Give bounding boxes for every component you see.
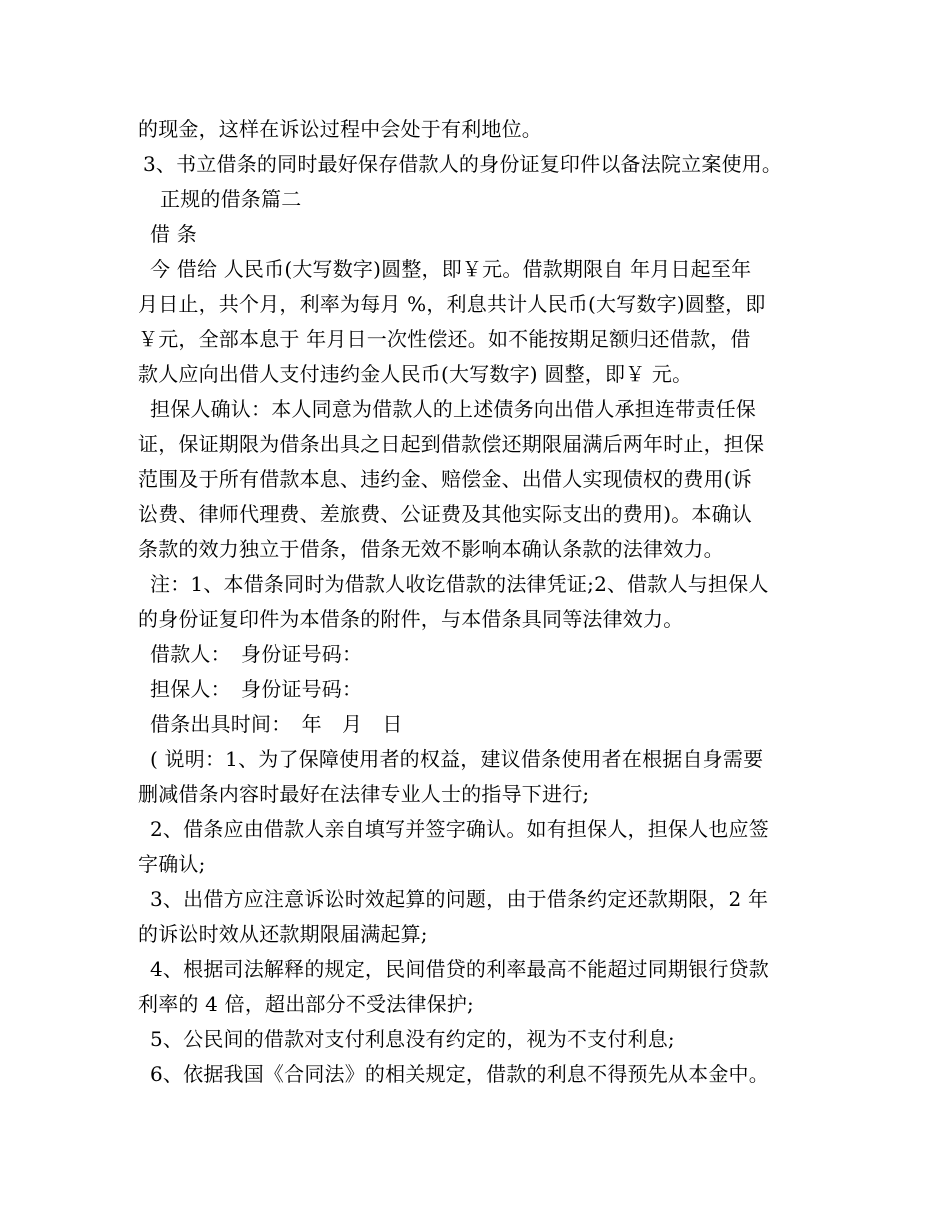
paragraph-line: 3、出借方应注意诉讼时效起算的问题，由于借条约定还款期限，2 年 (150, 887, 769, 911)
section-heading: 正规的借条篇二 (160, 187, 302, 211)
paragraph-line: 5、公民间的借款对支付利息没有约定的，视为不支付利息; (150, 1027, 675, 1051)
document-title: 借 条 (150, 222, 197, 246)
paragraph-line: 注：1、本借条同时为借款人收讫借款的法律凭证;2、借款人与担保人 (150, 572, 769, 596)
paragraph-line: 的诉讼时效从还款期限届满起算; (138, 922, 428, 946)
paragraph-line: 2、借条应由借款人亲自填写并签字确认。如有担保人，担保人也应签 (150, 817, 769, 841)
paragraph-line: 利率的 4 倍，超出部分不受法律保护; (138, 992, 474, 1016)
paragraph-line: 款人应向出借人支付违约金人民币(大写数字) 圆整，即￥ 元。 (138, 362, 693, 386)
paragraph-line: 条款的效力独立于借条，借条无效不影响本确认条款的法律效力。 (138, 537, 724, 561)
paragraph-line: 的身份证复印件为本借条的附件，与本借条具同等法律效力。 (138, 607, 684, 631)
paragraph-line: 担保人确认：本人同意为借款人的上述债务向出借人承担连带责任保 (150, 397, 756, 421)
paragraph-line: 的现金，这样在诉讼过程中会处于有利地位。 (138, 117, 542, 141)
paragraph-line: 4、根据司法解释的规定，民间借贷的利率最高不能超过同期银行贷款 (150, 957, 769, 981)
paragraph-line: 今 借给 人民币(大写数字)圆整，即￥元。借款期限自 年月日起至年 (150, 257, 752, 281)
paragraph-line: 字确认; (138, 852, 206, 876)
signature-field-borrower: 借款人： 身份证号码： (150, 642, 363, 666)
paragraph-line: 月日止，共个月，利率为每月 %，利息共计人民币(大写数字)圆整，即 (138, 292, 766, 316)
paragraph-line: 6、依据我国《合同法》的相关规定，借款的利息不得预先从本金中。 (150, 1062, 769, 1086)
paragraph-line: ( 说明：1、为了保障使用者的权益，建议借条使用者在根据自身需要 (150, 747, 764, 771)
paragraph-line: 3、书立借条的同时最好保存借款人的身份证复印件以备法院立案使用。 (143, 152, 783, 176)
paragraph-line: 删减借条内容时最好在法律专业人士的指导下进行; (138, 782, 590, 806)
signature-field-guarantor: 担保人： 身份证号码： (150, 677, 363, 701)
paragraph-line: 讼费、律师代理费、差旅费、公证费及其他实际支出的费用)。本确认 (138, 502, 753, 526)
paragraph-line: ￥元，全部本息于 年月日一次性偿还。如不能按期足额归还借款，借 (138, 327, 751, 351)
document-body (138, 112, 818, 1092)
paragraph-line: 范围及于所有借款本息、违约金、赔偿金、出借人实现债权的费用(诉 (138, 467, 753, 491)
issue-date-field: 借条出具时间： 年 月 日 (150, 712, 403, 736)
paragraph-line: 证，保证期限为借条出具之日起到借款偿还期限届满后两年时止，担保 (138, 432, 765, 456)
